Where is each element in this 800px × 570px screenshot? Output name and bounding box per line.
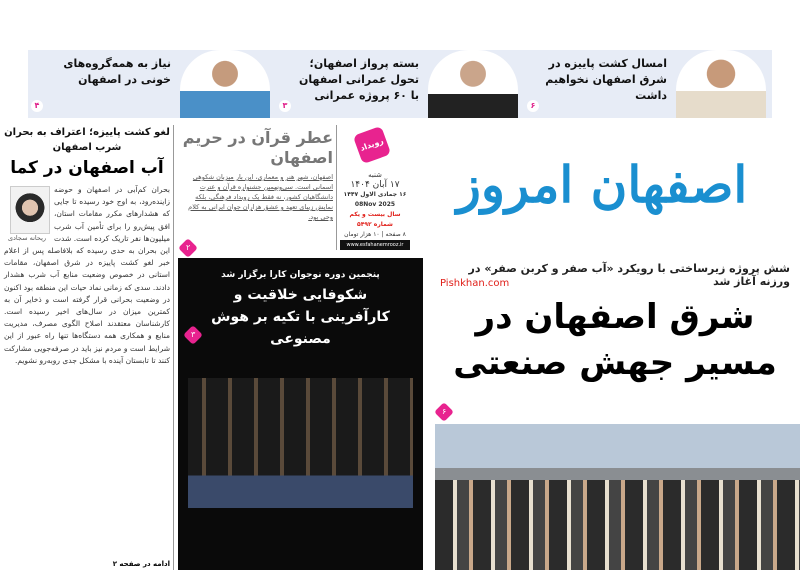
main-headline[interactable]: شرق اصفهان در مسیر جهش صنعتی (453, 297, 777, 383)
event-title: عطر قرآن در حریم اصفهان (182, 128, 333, 167)
banner-story-3[interactable] (28, 50, 276, 118)
date-persian: ۱۷ آبان ۱۴۰۴ (350, 180, 400, 190)
weekday: شنبه (368, 171, 382, 179)
column-divider (173, 125, 174, 570)
portrait-photo (428, 50, 518, 118)
award-ceremony-image (188, 378, 413, 508)
page-number: ۶ (434, 402, 454, 422)
page-number: ۲ (178, 238, 198, 258)
page-number: ۳ (279, 100, 291, 112)
article-title: آب اصفهان در کما (10, 158, 164, 178)
issue-number: شماره ۵۴۹۲ (357, 221, 393, 228)
feature-kicker: پنجمین دوره نوجوان کارا برگزار شد (221, 270, 380, 280)
masthead-logo (412, 126, 792, 244)
event-body: اصفهان،‌ شهر هنر و معماری، این بار میزبان شکوهی اسمانی است. سی‌ونهمین جشنواره قرآن و عترت دانشگاهیان کشور، نه فقط یک رویداد فرهنگی، بلکه نمایش زیبای تعهد و عشق هزاران جوان ایرانی به کلام وحی بود. (188, 173, 333, 221)
author-name: ریحانه سجادی (7, 234, 47, 242)
story-title: نیاز به همه‌گروه‌های خونی در اصفهان (63, 57, 171, 86)
article-body: بحران کم‌آبی در اصفهان و حوضه زاینده‌رود، به اوج خود رسیده تا جایی که هشدارهای مکرر مقامات استان، افق پیش‌رو را برای تأمین آب شرب میلیون‌ها نفر تاریک کرده است. شدت این بحران به حدی رسیده که بلافاصله پس از اعلام خبر لغو کشت پاییزه در شرق اصفهان، مقامات استانی در خصوص وضعیت منابع آب شرب هشدار دادند. سدی که زمانی نماد حیات این منطقه بود اکنون در وضعیت بحرانی قرار گرفته است و ذخایر آن به کمترین میزان در سال‌های اخیر رسیده است. کارشناسان معتقدند اصلاح الگوی مصرف، مدیریت منابع و همکاری همه دستگاه‌ها تنها راه عبور از این شرایط است و مردم نیز باید در صرفه‌جویی مشارکت کنند تا تابستان آینده با مشکل جدی روبه‌رو نشویم. (4, 185, 170, 365)
volume-year: سال بیست و یکم (349, 211, 401, 218)
main-photo[interactable] (435, 424, 800, 570)
left-column-article[interactable] (4, 125, 170, 570)
logo-text: اصفهان امروز (456, 155, 748, 214)
story-title: بسته پرواز اصفهان؛ تحول عمرانی اصفهان با ۶۰ پروژه عمرانی (298, 57, 419, 102)
masthead-date-box (340, 170, 410, 250)
column-divider (336, 125, 337, 250)
portrait-photo (676, 50, 766, 118)
officials-group-image (435, 480, 800, 570)
page-number: ۴ (31, 100, 43, 112)
feature-text (178, 258, 423, 350)
author-box (4, 186, 50, 242)
top-banner (28, 50, 772, 118)
watermark: Pishkhan.com (440, 278, 510, 289)
event-badge: رویداد (353, 126, 391, 164)
page-number: ۳ (183, 325, 203, 345)
feature-title: شکوفایی خلاقیت و کارآفرینی با تکیه بر هوش مصنوعی (211, 287, 390, 347)
banner-story-2[interactable] (276, 50, 524, 118)
event-article[interactable] (178, 128, 333, 238)
website-url[interactable]: www.esfahanemrooz.ir (340, 240, 410, 250)
main-kicker: شش پروژه زیرساختی با رویکرد «آب صفر و کربن صفر» در ورزنه آغاز شد (468, 262, 790, 288)
portrait-photo (180, 50, 270, 118)
page-number: ۶ (527, 100, 539, 112)
price: ۸ صفحه | ۱۰ هزار تومان (344, 231, 406, 238)
author-photo (10, 186, 50, 234)
banner-story-1[interactable] (524, 50, 772, 118)
date-hijri: ۱۶ جمادی الاول ۱۴۴۷ (343, 191, 407, 198)
continued-note: ادامه در صفحه ۲ (112, 560, 170, 568)
article-kicker: لغو کشت پاییزه؛ اعتراف به بحران شرب اصفهان (4, 127, 170, 153)
story-title: امسال کشت پاییزه در شرق اصفهان نخواهیم داشت (545, 57, 667, 102)
date-gregorian: 08Nov 2025 (354, 201, 396, 208)
feature-photo[interactable] (178, 258, 423, 570)
